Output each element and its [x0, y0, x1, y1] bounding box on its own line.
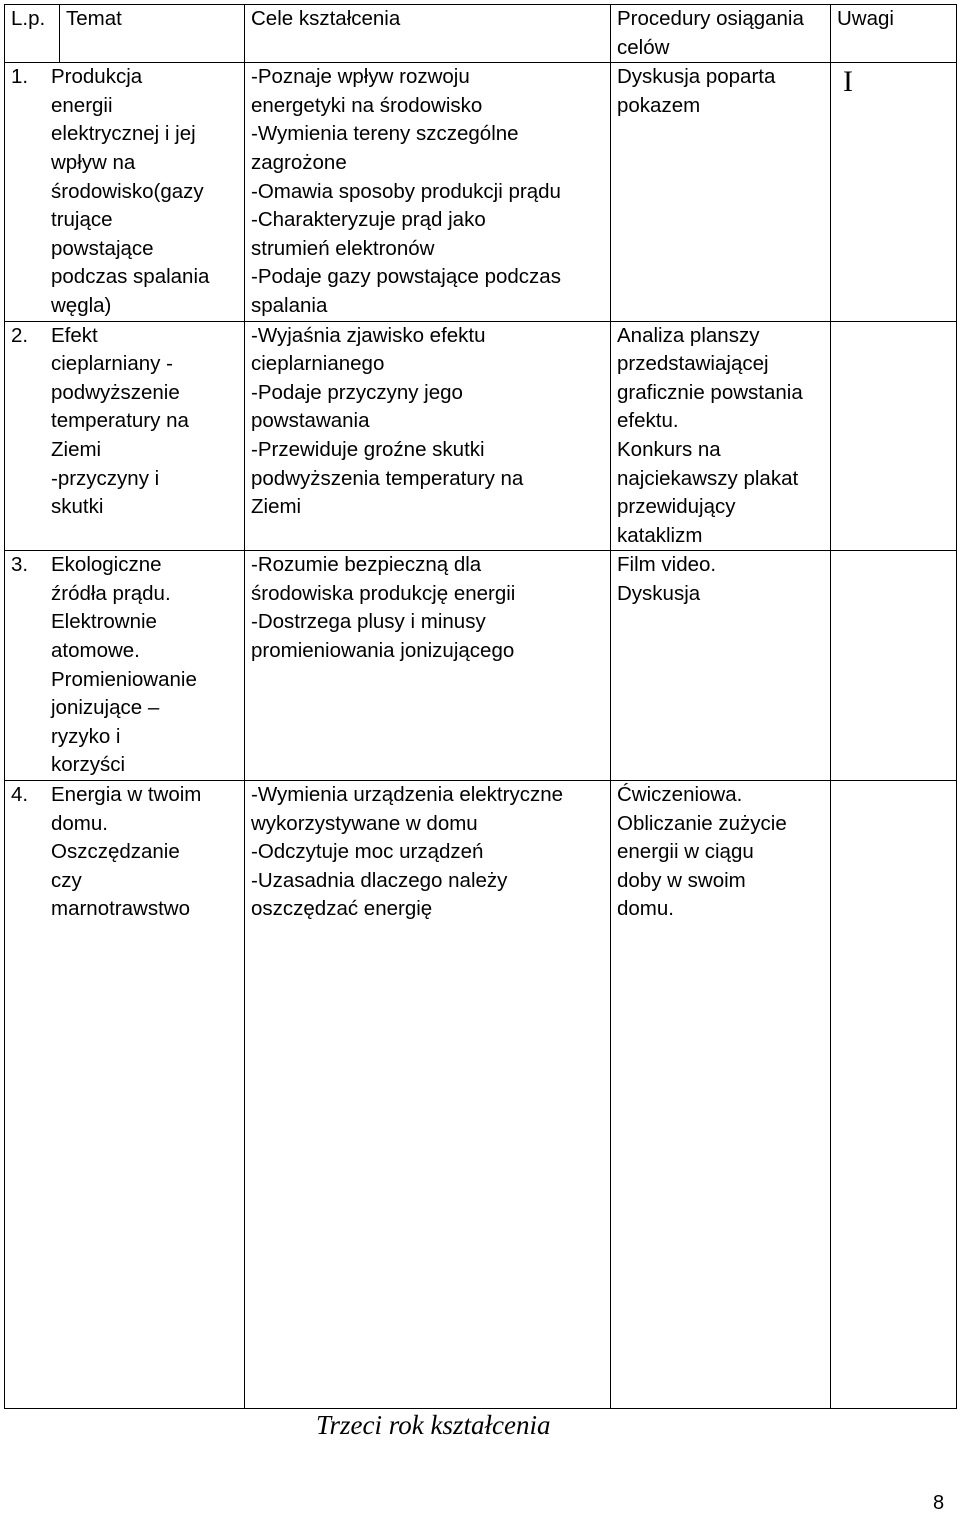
goal-line: Ziemi: [251, 495, 302, 519]
procedure-line: domu.: [617, 897, 674, 921]
topic-line: marnotrawstwo: [51, 897, 190, 921]
procedures-cell: [611, 63, 831, 321]
topic-line: atomowe.: [51, 639, 140, 663]
row-number: 2.: [11, 323, 29, 347]
goal-line: -Rozumie bezpieczną dla: [251, 553, 482, 577]
goal-line: -Wymienia urządzenia elektryczne: [251, 783, 563, 807]
procedure-line: Analiza planszy: [617, 323, 760, 347]
header-uwagi: Uwagi: [831, 5, 957, 63]
goal-line: zagrożone: [251, 150, 347, 174]
header-cele: Cele kształcenia: [245, 5, 611, 63]
goal-line: wykorzystywane w domu: [251, 811, 478, 835]
procedure-line: Dyskusja: [617, 581, 701, 605]
procedure-line: Ćwiczeniowa.: [617, 783, 743, 807]
goals-cell: [245, 321, 611, 551]
topic-line: środowisko(gazy: [51, 179, 204, 203]
table-caption: Trzeci rok kształcenia: [316, 1410, 551, 1440]
topic-line: podczas spalania: [51, 265, 210, 289]
procedures-cell: [611, 321, 831, 551]
goals-cell: [245, 63, 611, 321]
goal-line: spalania: [251, 293, 328, 317]
table-header-row: [5, 5, 957, 63]
header-temat: Temat: [60, 5, 245, 63]
goals-cell: [245, 551, 611, 781]
goal-line: cieplarnianego: [251, 352, 385, 376]
goals-cell: [245, 781, 611, 1409]
topic-text: [51, 551, 240, 780]
topic-line: Efekt: [51, 323, 98, 347]
page-number: 8: [933, 1492, 945, 1514]
procedure-line: pokazem: [617, 93, 701, 117]
row-number: 4.: [11, 783, 29, 807]
topic-text: [51, 781, 240, 924]
topic-line: trujące: [51, 208, 113, 232]
goal-line: -Przewiduje groźne skutki: [251, 437, 485, 461]
remarks-cell: [831, 63, 957, 321]
topic-cell: [5, 781, 245, 1409]
goal-line: energetyki na środowisko: [251, 93, 483, 117]
topic-line: źródła prądu.: [51, 581, 171, 605]
goal-line: powstawania: [251, 409, 370, 433]
header-lp: L.p.: [5, 5, 60, 63]
goal-line: -Wyjaśnia zjawisko efektu: [251, 323, 486, 347]
procedure-line: doby w swoim: [617, 868, 746, 892]
topic-line: powstające: [51, 236, 154, 260]
remarks-cell: [831, 321, 957, 551]
topic-line: Ziemi: [51, 437, 102, 461]
topic-line: elektrycznej i jej: [51, 122, 196, 146]
table-row: [5, 63, 957, 321]
header-procedury-line: celów: [617, 35, 670, 59]
row-number: 3.: [11, 553, 29, 577]
procedure-line: Konkurs na: [617, 437, 721, 461]
topic-cell: [5, 551, 245, 781]
topic-line: Energia w twoim: [51, 783, 202, 807]
row-number: 1.: [11, 65, 29, 89]
procedures-cell: [611, 551, 831, 781]
goal-line: środowiska produkcję energii: [251, 581, 516, 605]
goal-line: promieniowania jonizującego: [251, 639, 515, 663]
header-procedury: [611, 5, 831, 63]
goal-line: strumień elektronów: [251, 236, 435, 260]
table-row: [5, 321, 957, 551]
goal-line: -Podaje przyczyny jego: [251, 380, 463, 404]
topic-cell: [5, 63, 245, 321]
procedure-line: Dyskusja poparta: [617, 65, 776, 89]
remark-text: [837, 781, 952, 785]
topic-line: cieplarniany -: [51, 352, 173, 376]
topic-line: temperatury na: [51, 409, 189, 433]
topic-line: skutki: [51, 495, 104, 519]
topic-text: [51, 322, 240, 522]
topic-line: czy: [51, 868, 82, 892]
topic-line: ryzyko i: [51, 724, 121, 748]
topic-line: Promieniowanie: [51, 667, 197, 691]
remark-text: [837, 551, 952, 555]
table-row: [5, 551, 957, 781]
header-procedury-line: Procedury osiągania: [617, 7, 804, 30]
procedure-line: kataklizm: [617, 523, 703, 547]
procedure-line: energii w ciągu: [617, 840, 754, 864]
procedure-line: przedstawiającej: [617, 352, 769, 376]
goal-line: oszczędzać energię: [251, 897, 433, 921]
topic-cell: [5, 321, 245, 551]
topic-line: wpływ na: [51, 150, 136, 174]
procedure-line: przewidujący: [617, 495, 736, 519]
goal-line: podwyższenia temperatury na: [251, 466, 524, 490]
topic-line: Oszczędzanie: [51, 840, 180, 864]
topic-line: podwyższenie: [51, 380, 180, 404]
goal-line: -Wymienia tereny szczególne: [251, 122, 519, 146]
goal-line: -Uzasadnia dlaczego należy: [251, 868, 508, 892]
topic-line: -przyczyny i: [51, 466, 160, 490]
remark-text: I: [843, 65, 853, 99]
topic-line: Elektrownie: [51, 610, 157, 634]
remarks-cell: [831, 781, 957, 1409]
topic-line: domu.: [51, 811, 108, 835]
topic-text: [51, 63, 240, 320]
topic-line: Produkcja: [51, 65, 143, 89]
remarks-cell: [831, 551, 957, 781]
topic-line: energii: [51, 93, 113, 117]
remark-text: [837, 322, 952, 326]
topic-line: Ekologiczne: [51, 553, 162, 577]
goal-line: -Podaje gazy powstające podczas: [251, 265, 561, 289]
goal-line: -Poznaje wpływ rozwoju: [251, 65, 470, 89]
topic-line: korzyści: [51, 753, 126, 777]
procedure-line: najciekawszy plakat: [617, 466, 799, 490]
procedure-line: graficznie powstania: [617, 380, 803, 404]
goal-line: -Omawia sposoby produkcji prądu: [251, 179, 561, 203]
procedure-line: efektu.: [617, 409, 679, 433]
procedure-line: Film video.: [617, 553, 717, 577]
goal-line: -Charakteryzuje prąd jako: [251, 208, 486, 232]
procedures-cell: [611, 781, 831, 1409]
topic-line: węgla): [51, 293, 112, 317]
goal-line: -Dostrzega plusy i minusy: [251, 610, 486, 634]
procedure-line: Obliczanie zużycie: [617, 811, 787, 835]
curriculum-table: [4, 4, 957, 1409]
goal-line: -Odczytuje moc urządzeń: [251, 840, 484, 864]
table-row: [5, 781, 957, 1409]
topic-line: jonizujące –: [51, 696, 160, 720]
